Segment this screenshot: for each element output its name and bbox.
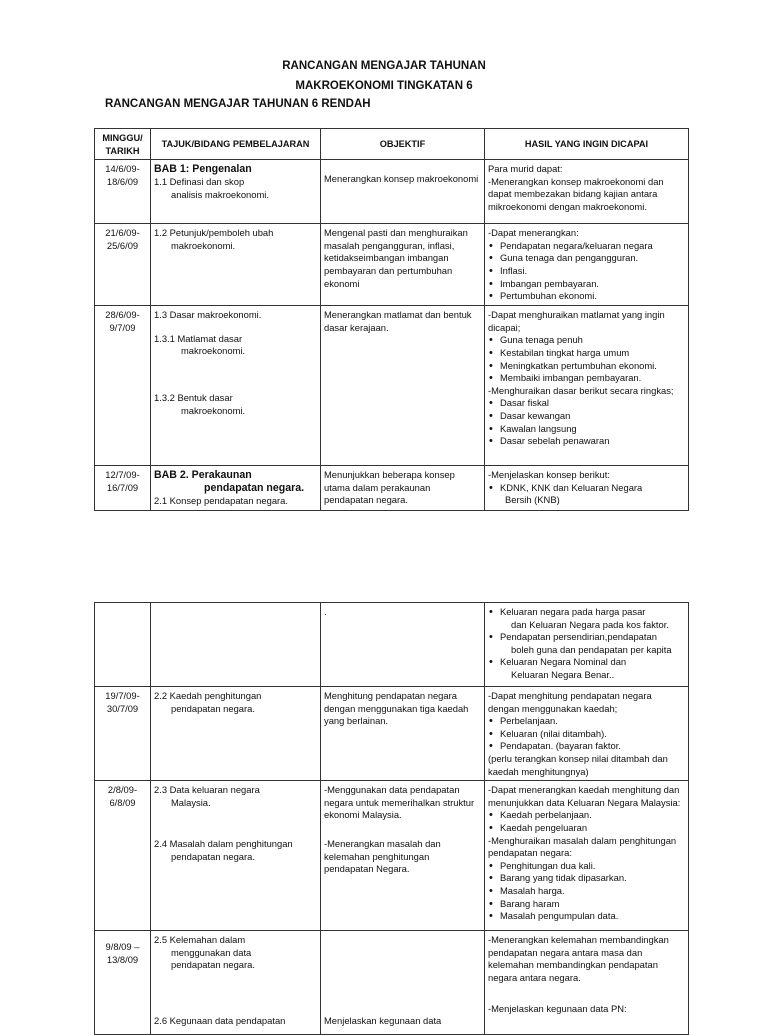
outcome-intro: -Dapat menerangkan:: [488, 227, 579, 239]
list-item: • Inflasi.: [500, 265, 685, 278]
list-item-text: Keluaran Negara Benar..: [511, 668, 615, 680]
objective-cell: Mengenal pasti dan menghuraikan masalah pengangguran, inflasi, ketidakseimbangan imbangan pembayaran dan pertumbuhan ekonomi: [321, 224, 485, 306]
table-row: [95, 224, 689, 306]
outcome-intro: -Dapat menerangkan kaedah menghitung dan menunjukkan data Keluaran Negara Malaysia:: [488, 784, 681, 808]
list-item: [500, 606, 685, 631]
outcome-cell: [485, 466, 689, 511]
teaching-plan-table-continued: [94, 602, 689, 1035]
outcome-intro: -Menerangkan kelemahan membandingkan pendapatan negara antara masa dan kelemahan membandingkan pendapatan negara antara negara.: [488, 934, 669, 983]
objective-text: Menerangkan konsep makroekonomi: [324, 173, 479, 185]
list-item: [500, 482, 685, 495]
table-row: [95, 931, 689, 1035]
header-minggu: MINGGU/ TARIKH: [95, 129, 151, 160]
list-item-text: • Keluaran Negara Nominal dan: [500, 656, 627, 668]
topic-line: menggunakan data: [171, 946, 252, 958]
topic-line: 1.3 Dasar makroekonomi.: [154, 309, 262, 321]
objective-cell: .: [321, 603, 485, 687]
objective-cell: Menghitung pendapatan negara dengan menggunakan tiga kaedah yang berlainan.: [321, 687, 485, 781]
list-item: • Dasar sebelah penawaran: [500, 435, 685, 448]
chapter-heading: BAB 1: Pengenalan: [154, 163, 252, 176]
list-item: • Pendapatan. (bayaran faktor.: [500, 740, 685, 753]
list-item: • Pendapatan negara/keluaran negara: [500, 240, 685, 253]
week-cell: 9/8/09 – 13/8/09: [95, 931, 151, 1035]
table-row: [95, 466, 689, 511]
list-item: • Dasar fiskal: [500, 397, 685, 410]
list-item: • Perbelanjaan.: [500, 715, 685, 728]
list-item: • Pertumbuhan ekonomi.: [500, 290, 685, 303]
topic-line: pendapatan negara.: [171, 850, 255, 862]
topic-line: 2.5 Kelemahan dalam: [154, 934, 246, 946]
topic-line: makroekonomi.: [181, 404, 246, 416]
topic-line: 2.6 Kegunaan data pendapatan: [154, 1014, 286, 1026]
outcome-list: [488, 809, 685, 834]
topic-cell: [151, 781, 321, 931]
outcome-mid: -Menghuraikan dasar berikut secara ringkas;: [488, 384, 674, 396]
table-row: [95, 160, 689, 224]
topic-line: makroekonomi.: [171, 239, 236, 251]
outcome-cell: [485, 687, 689, 781]
topic-line: 2.4 Masalah dalam penghitungan: [154, 838, 293, 850]
topic-line: analisis makroekonomi.: [171, 188, 269, 200]
list-item: • Membaiki imbangan pembayaran.: [500, 372, 685, 385]
list-item: • Meningkatkan pertumbuhan ekonomi.: [500, 360, 685, 373]
outcome-intro: Para murid dapat:: [488, 163, 563, 175]
list-item-text: boleh guna dan pendapatan per kapita: [511, 643, 672, 655]
week-cell: 12/7/09- 16/7/09: [95, 466, 151, 511]
list-item: • Keluaran (nilai ditambah).: [500, 728, 685, 741]
week-cell: 28/6/09- 9/7/09: [95, 306, 151, 466]
document-title: RANCANGAN MENGAJAR TAHUNAN: [282, 60, 486, 72]
table-row: [95, 306, 689, 466]
list-item-text: • Pendapatan persendirian,pendapatan: [500, 631, 657, 643]
list-item: [500, 656, 685, 681]
topic-line: makroekonomi.: [181, 345, 246, 357]
outcome-list: [488, 397, 685, 447]
list-item: • Kaedah pengeluaran: [500, 822, 685, 835]
header-objektif: OBJEKTIF: [321, 129, 485, 160]
chapter-heading: pendapatan negara.: [204, 482, 305, 495]
topic-line: pendapatan negara.: [171, 959, 255, 971]
outcome-intro: -Menjelaskan konsep berikut:: [488, 469, 610, 481]
objective-cell: [321, 160, 485, 224]
topic-line: 1.2 Petunjuk/pemboleh ubah: [154, 227, 274, 239]
topic-line: 2.1 Konsep pendapatan negara.: [154, 495, 288, 507]
topic-cell: [151, 687, 321, 781]
list-item: • Kestabilan tingkat harga umum: [500, 347, 685, 360]
table-header-row: [95, 129, 689, 160]
week-cell: 21/6/09- 25/6/09: [95, 224, 151, 306]
outcome-list: [488, 860, 685, 923]
topic-line: Malaysia.: [171, 796, 211, 808]
table-row: [95, 687, 689, 781]
chapter-heading: BAB 2. Perakaunan: [154, 469, 252, 482]
list-item: • Dasar kewangan: [500, 410, 685, 423]
list-item: • Guna tenaga penuh: [500, 334, 685, 347]
outcome-intro: -Dapat menghuraikan matlamat yang ingin dicapai;: [488, 309, 665, 333]
header-tajuk: TAJUK/BIDANG PEMBELAJARAN: [151, 129, 321, 160]
outcome-continuation: Bersih (KNB): [505, 494, 560, 506]
outcome-list: [488, 482, 685, 495]
teaching-plan-table: [94, 128, 689, 511]
week-cell: 19/7/09- 30/7/09: [95, 687, 151, 781]
outcome-cell: [485, 306, 689, 466]
objective-text: Menjelaskan kegunaan data: [324, 1015, 442, 1027]
header-hasil: HASIL YANG INGIN DICAPAI: [485, 129, 689, 160]
list-item: • Imbangan pembayaran.: [500, 278, 685, 291]
table-row: [95, 603, 689, 687]
list-item: • Kaedah perbelanjaan.: [500, 809, 685, 822]
document-subject: MAKROEKONOMI TINGKATAN 6: [295, 80, 473, 92]
list-item-text: • Keluaran negara pada harga pasar: [500, 606, 646, 617]
topic-cell: [151, 224, 321, 306]
outcome-cell: [485, 931, 689, 1035]
topic-line: pendapatan negara.: [171, 702, 255, 714]
outcome-text: -Menerangkan konsep makroekonomi dan dapat membezakan bidang kajian antara mikroekonomi dengan makroekonomi.: [488, 175, 664, 212]
topic-line: 1.3.2 Bentuk dasar: [154, 391, 233, 403]
table-row: [95, 781, 689, 931]
week-cell: [95, 603, 151, 687]
list-item: • Guna tenaga dan pengangguran.: [500, 252, 685, 265]
list-item-text: KDNK, KNK dan Keluaran Negara: [500, 481, 643, 493]
week-cell: 14/6/09- 18/6/09: [95, 160, 151, 224]
objective-cell: Menerangkan matlamat dan bentuk dasar kerajaan.: [321, 306, 485, 466]
objective-cell: Menunjukkan beberapa konsep utama dalam perakaunan pendapatan negara.: [321, 466, 485, 511]
objective-cell: [321, 781, 485, 931]
outcome-list: [488, 334, 685, 384]
outcome-cell: [485, 603, 689, 687]
outcome-tail: (perlu terangkan konsep nilai ditambah dan kaedah menghitungnya): [488, 752, 668, 777]
document-subtitle: RANCANGAN MENGAJAR TAHUNAN 6 RENDAH: [105, 98, 371, 110]
outcome-tail: -Menjelaskan kegunaan data PN:: [488, 1002, 627, 1014]
list-item: • Masalah pengumpulan data.: [500, 910, 685, 923]
outcome-list: [488, 715, 685, 753]
week-cell: 2/8/09- 6/8/09: [95, 781, 151, 931]
outcome-intro: -Dapat menghitung pendapatan negara dengan menggunakan kaedah;: [488, 690, 652, 714]
outcome-mid: -Menghuraikan masalah dalam penghitungan pendapatan negara:: [488, 834, 677, 859]
objective-text: -Menerangkan masalah dan kelemahan penghitungan pendapatan Negara.: [324, 837, 441, 875]
outcome-list: [488, 240, 685, 303]
objective-text: -Menggunakan data pendapatan negara untuk memerihalkan struktur ekonomi Malaysia.: [324, 784, 475, 821]
list-item: • Masalah harga.: [500, 885, 685, 898]
list-item-text: dan Keluaran Negara pada kos faktor.: [511, 618, 669, 630]
outcome-list: [488, 606, 685, 682]
topic-cell: [151, 306, 321, 466]
topic-cell: [151, 160, 321, 224]
outcome-cell: [485, 781, 689, 931]
outcome-cell: [485, 160, 689, 224]
topic-line: 1.1 Definasi dan skop: [154, 176, 245, 188]
list-item: • Barang yang tidak dipasarkan.: [500, 872, 685, 885]
outcome-cell: [485, 224, 689, 306]
objective-cell: [321, 931, 485, 1035]
topic-line: 2.3 Data keluaran negara: [154, 784, 260, 796]
topic-line: 2.2 Kaedah penghitungan: [154, 690, 262, 701]
topic-cell: [151, 466, 321, 511]
list-item: • Barang haram: [500, 898, 685, 911]
list-item: [500, 631, 685, 656]
topic-cell: [151, 603, 321, 687]
list-item: • Penghitungan dua kali.: [500, 860, 685, 873]
topic-cell: [151, 931, 321, 1035]
topic-line: 1.3.1 Matlamat dasar: [154, 332, 243, 344]
list-item: • Kawalan langsung: [500, 423, 685, 436]
